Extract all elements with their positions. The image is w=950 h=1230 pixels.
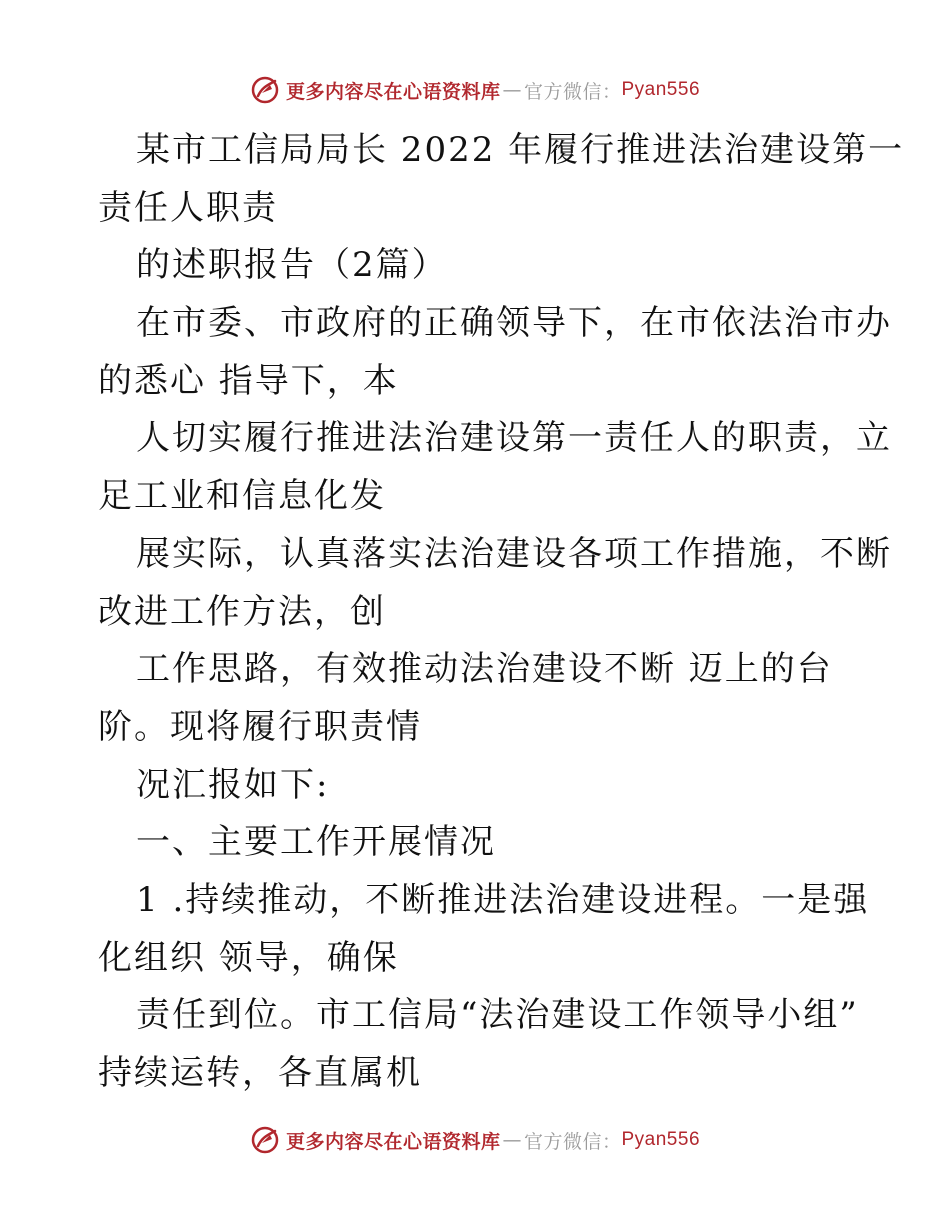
text-line: 的述职报告（2篇） (136, 245, 448, 286)
text-line: 责任人职责 (98, 187, 278, 228)
footer-watermark-banner (0, 1120, 950, 1160)
text-line: 工作思路，有效推动法治建设不断 迈上的台 (136, 649, 833, 690)
text-line: 的悉心 指导下，本 (98, 360, 399, 401)
text-line: 改进工作方法，创 (98, 591, 386, 632)
banner-wechat-label: 官方微信： (523, 80, 622, 103)
banner-promo-text: 更多内容尽在心语资料库 (285, 80, 501, 103)
text-line: 人切实履行推进法治建设第一责任人的职责，立 (136, 418, 892, 459)
header-watermark-banner (0, 70, 950, 110)
banner-dash: — (502, 79, 522, 101)
brand-logo-icon (250, 1125, 280, 1155)
banner-promo-text: 更多内容尽在心语资料库 (285, 1130, 501, 1153)
document-body (98, 122, 905, 1103)
text-line: 化组织 领导，确保 (98, 937, 399, 978)
text-line: 持续运转，各直属机 (98, 1053, 422, 1093)
text-line: 某市工信局局长 2022 年履行推进法治建设第一 (136, 130, 905, 170)
text-line: 责任到位。市工信局“法治建设工作领导小组” (136, 995, 859, 1036)
banner-wechat-id: Pyan556 (621, 79, 701, 100)
banner-dash: — (502, 1129, 522, 1151)
banner-wechat-id: Pyan556 (621, 1129, 701, 1150)
text-line: 阶。现将履行职责情 (98, 706, 422, 747)
text-line: 况汇报如下: (136, 764, 330, 805)
brand-logo-icon (250, 75, 280, 105)
text-line: 展实际，认真落实法治建设各项工作措施，不断 (136, 533, 892, 574)
text-line: 在市委、市政府的正确领导下，在市依法治市办 (136, 303, 892, 344)
text-line: 1 .持续推动，不断推进法治建设进程。一是强 (136, 879, 870, 920)
banner-wechat-label: 官方微信： (523, 1130, 622, 1153)
text-line: 足工业和信息化发 (98, 476, 386, 517)
text-line: 一、主要工作开展情况 (136, 822, 496, 863)
